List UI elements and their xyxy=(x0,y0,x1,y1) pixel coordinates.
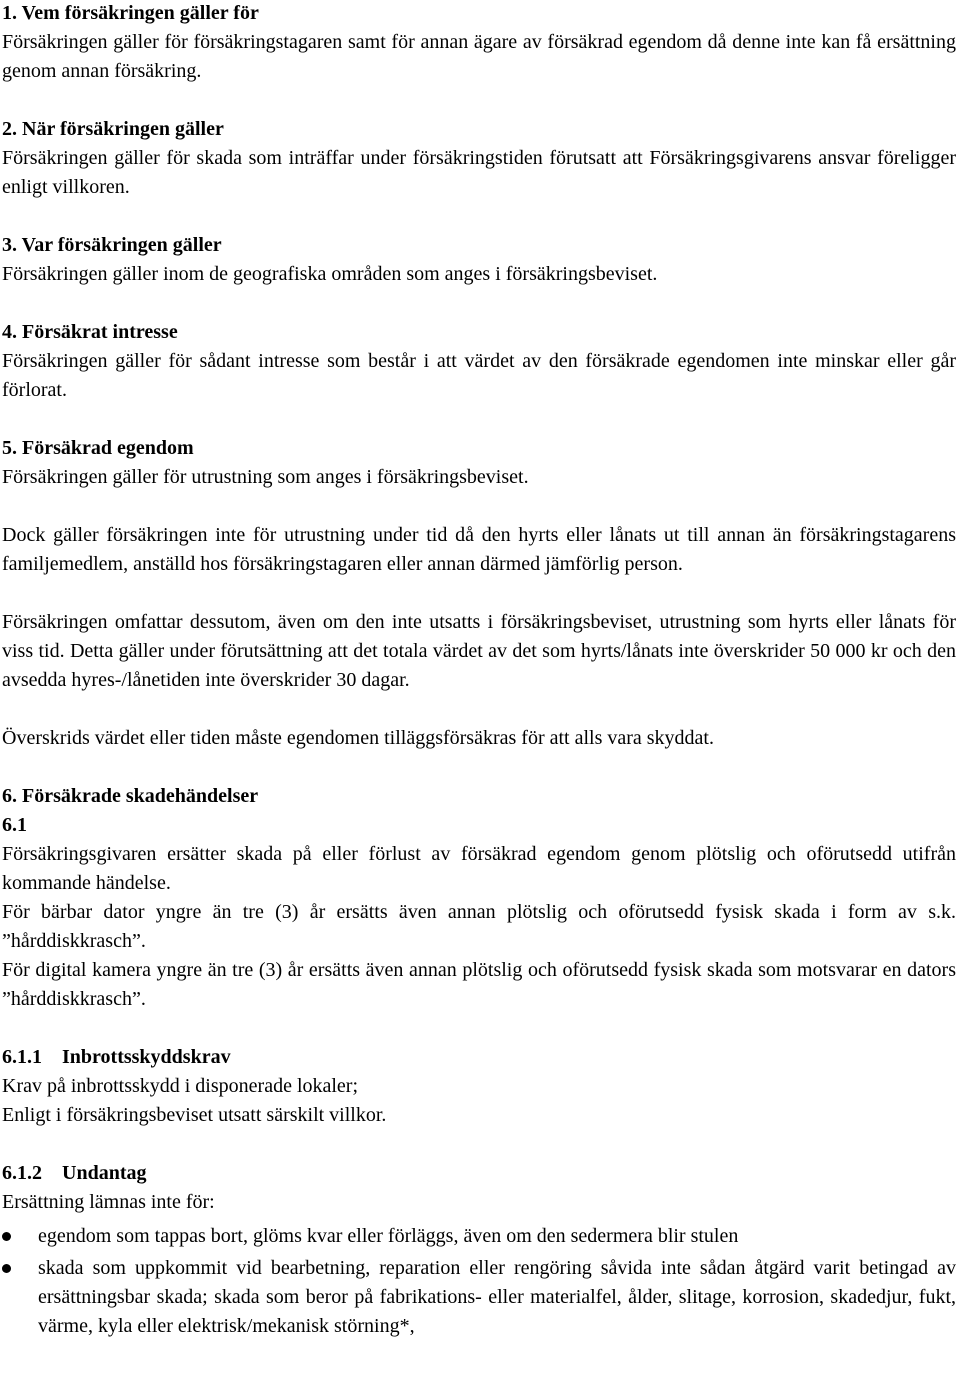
section-paragraph: Dock gäller försäkringen inte för utrustning under tid då den hyrts eller lånats ut till annan än försäkringstagarens familjemedlem, anställd hos försäkringstagaren eller annan därmed jämförlig person. xyxy=(2,524,956,575)
section-paragraph: För bärbar dator yngre än tre (3) år ersätts även annan plötslig och oförutsedd fysisk skada i form av s.k. ”hårddiskkrasch”. xyxy=(2,901,956,952)
subsection-title: Inbrottsskyddskrav xyxy=(62,1046,231,1068)
section-paragraph: Försäkringen gäller inom de geografiska områden som anges i försäkringsbeviset. xyxy=(2,263,658,285)
section-paragraph: Försäkringen gäller för försäkringstagaren samt för annan ägare av försäkrad egendom då denne inte kan få ersättning genom annan försäkring. xyxy=(2,31,956,82)
list-item-text: skada som uppkommit vid bearbetning, reparation eller rengöring såvida inte sådan åtgärd varit betingad av ersättningsbar skada; skada som beror på fabrikations- eller materialfel, ålder, slitage, korrosion, skadedjur, fukt, värme, kyla eller elektrisk/mekanisk störning*, xyxy=(38,1257,956,1337)
section-3 xyxy=(2,231,956,289)
section-5 xyxy=(2,434,956,753)
section-heading: 6. Försäkrade skadehändelser xyxy=(2,785,259,807)
exclusion-list xyxy=(2,1222,956,1341)
section-paragraph: Försäkringen gäller för utrustning som anges i försäkringsbeviset. xyxy=(2,466,529,488)
subsection-heading-611 xyxy=(2,1043,956,1072)
section-paragraph: Försäkringen gäller för sådant intresse som består i att värdet av den försäkrade egendomen inte minskar eller går förlorat. xyxy=(2,350,956,401)
subsection-number: 6.1.1 xyxy=(2,1046,42,1068)
section-4 xyxy=(2,318,956,405)
section-heading: 3. Var försäkringen gäller xyxy=(2,234,222,256)
section-2 xyxy=(2,115,956,202)
subsection-number: 6.1.2 xyxy=(2,1162,42,1184)
section-1 xyxy=(2,0,956,86)
document-page xyxy=(2,0,956,1344)
section-heading: 5. Försäkrad egendom xyxy=(2,437,194,459)
subsection-number: 6.1 xyxy=(2,814,27,836)
bullet-icon xyxy=(2,1232,11,1241)
section-line: Krav på inbrottsskydd i disponerade lokaler; xyxy=(2,1075,359,1097)
bullet-icon xyxy=(2,1264,11,1273)
list-item-text: egendom som tappas bort, glöms kvar eller förläggs, även om den sedermera blir stulen xyxy=(38,1225,739,1247)
section-paragraph: Försäkringen gäller för skada som inträffar under försäkringstiden förutsatt att Försäkringsgivarens ansvar föreligger enligt villkoren. xyxy=(2,147,956,198)
subsection-heading-612 xyxy=(2,1159,956,1188)
subsection-title: Undantag xyxy=(62,1162,147,1184)
section-paragraph: Försäkringen omfattar dessutom, även om den inte utsatts i försäkringsbeviset, utrustning som hyrts eller lånats för viss tid. Detta gäller under förutsättning att det totala värdet av det som hyrts/lånats inte överskrider 50 000 kr och den avsedda hyres-/lånetiden inte överskrider 30 dagar. xyxy=(2,611,956,691)
section-paragraph: Överskrids värdet eller tiden måste egendomen tilläggsförsäkras för att alls vara skyddat. xyxy=(2,727,714,749)
section-heading: 2. När försäkringen gäller xyxy=(2,118,224,140)
list-item xyxy=(2,1254,956,1341)
section-heading: 4. Försäkrat intresse xyxy=(2,321,178,343)
section-line: Ersättning lämnas inte för: xyxy=(2,1191,215,1213)
section-paragraph: Försäkringsgivaren ersätter skada på eller förlust av försäkrad egendom genom plötslig och oförutsedd utifrån kommande händelse. xyxy=(2,843,956,894)
section-6 xyxy=(2,782,956,1341)
section-line: Enligt i försäkringsbeviset utsatt särskilt villkor. xyxy=(2,1104,387,1126)
section-paragraph: För digital kamera yngre än tre (3) år ersätts även annan plötslig och oförutsedd fysisk skada som motsvarar en dators ”hårddiskkrasch”. xyxy=(2,959,956,1010)
list-item xyxy=(2,1222,956,1251)
section-heading: 1. Vem försäkringen gäller för xyxy=(2,2,259,24)
